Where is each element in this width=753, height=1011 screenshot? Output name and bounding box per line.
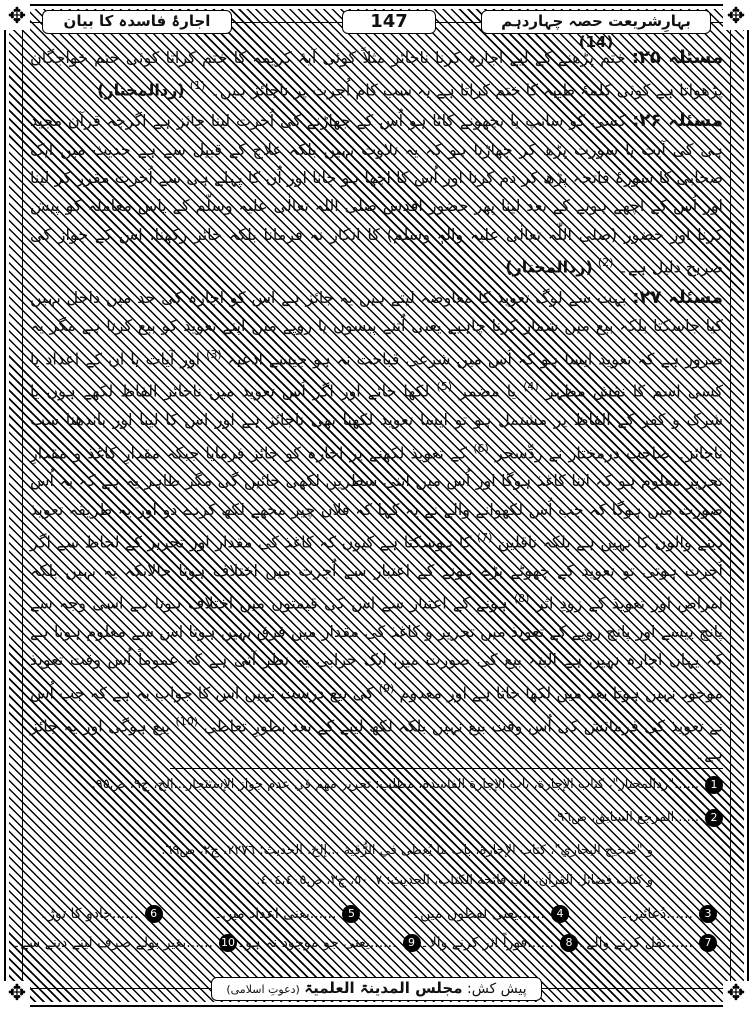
book-title: بہارِشریعت حصہ چہاردہم (14): [481, 10, 711, 34]
footnote-text: و "صحيح البخاري"، كتاب الإجارة، باب ما يُعطى في الرُّقية ...إلخ، الحديث: ٢٢٧٦، ج٢، ص٦٩.: [161, 843, 653, 858]
footnote-text: ......"ردالمحتار"، كتاب الإجارة، باب الإجارة الفاسدة، مطلب: تحرير مهم في عدم جواز الإستئجار...إلخ، ج٩، ص٩٥.: [91, 777, 699, 792]
footnote-ref: (6): [473, 441, 489, 455]
footnote-2: [30, 807, 723, 829]
glossary-row: [12, 932, 717, 954]
page-header: [24, 6, 729, 51]
glossary-text: ......یعنی جو موجود نہ ہو۔: [237, 935, 397, 951]
masla-text: لکھا جائے اور اگر اُس تعویذ میں ناجائز الفاظ لکھے ہوں یا شرک و کفر کے الفاظ پر مشتمل ہو تو ایسا تعویذ لکھنا بھی ناجائز ہے اور اس کا لینا اور باندھنا سب ناجائز۔ صاحب درمختار نے ردِّسحر: [30, 381, 724, 462]
masla-text: ختم پڑھنے کے لیے اجارہ کرنا ناجائز مثلاً کوئی آیۂ کریمہ کا ختم کراتا کوئی ختم خواجگان پڑھواتا ہے کوئی کلمۂ طیبہ کا ختم کراتا ہے یہ سب کام اُجرت پر ناجائز ہیں۔: [30, 48, 723, 100]
masla-text: کا ہوسکتا ہے کیوں کہ کاغذ کی مقدار اور تحریر کے لحاظ سے اگر اُجرت ہوتی تو تعویذ کے چھوٹے بڑے ہونے کے اعتبار سے اُجرت میں اختلاف ہوتا حالانکہ یہ نہیں بلکہ امراض اور تعویذ کے زودِ اثر: [30, 532, 724, 613]
footnote-number: 2: [705, 809, 723, 827]
glossary-text: ......بغیر بولے صرف لینے دینے سے۔: [12, 935, 213, 951]
footnote-ref: (3): [206, 347, 222, 361]
glossary-text: ......یعنی اعداد میں۔: [214, 906, 337, 922]
footnote-ref: (4): [523, 380, 539, 394]
glossary-item: [40, 903, 163, 925]
page-number: 147: [342, 10, 436, 34]
chapter-title: اجارۂ فاسدہ کا بیان: [42, 10, 232, 34]
masla-text: یا مضمر: [459, 381, 517, 401]
masla-text: کسی کو سانپ یا بچھونے کاٹا ہو اُس کے جھاڑنے کی اُجرت لینا جائز ہے اگرچہ قرآن مجید ہی کی آیت یا سورت پڑھ کر جھاڑنا ہو کہ یہ تلاوت نہیں بلکہ علاج کے قبیل سے ہے حدیث میں ایک صحابی کا سورۂ فاتحہ پڑھ کر دم کرنا اور اُس کا اچھا ہو جانا اور اُن کا پہلے ہی سے اُجرت مقرر کر لینا اور اُس کے اچھے ہونے کے بعد لینا پھر حضور اقدس صلی اللہ تعالٰی علیہ وسلّم کے پاس معاملہ کو پیش کرنا اور حضور (صلی اللّٰہ تعالٰی علیہ والہٖ وسلم) کا انکار نہ فرمانا بلکہ جائز رکھنا، اس کے جواز کی صریح دلیل ہے۔: [30, 111, 724, 277]
glossary-number: 3: [699, 905, 717, 923]
footnote-ref: (2): [597, 256, 614, 270]
corner-ornament-icon: ✥: [723, 981, 749, 1007]
source-ref: (ردالمحتار): [505, 257, 593, 277]
glossary-number: 8: [560, 934, 578, 952]
glossary-number: 5: [342, 905, 360, 923]
publisher-box: [211, 977, 541, 1001]
masla-text: کے تعویذ لکھنے پر اجارہ کو جائز فرمایا جبکہ مقدارِ کاغذ و مقدارِ تحریر معلوم ہو کہ اتنا کاغذ ہوگا اور اُس میں اتنی سطریں لکھی جائیں گی مگر ظاہر یہ ہے کہ یہ اُس صورت میں ہوگا کہ جب اُس لکھوانے والے نے یہ کہا کہ فلاں چیز مجھے لکھ کردے دو اور یہ طریقہ تعویذ دینے والوں کا نہیں ہے بلکہ ناقلین: [30, 442, 723, 552]
glossary-number: 10: [219, 934, 237, 952]
page-footer: [0, 975, 753, 1005]
glossary-text: ......دُعائیں۔: [620, 906, 693, 922]
glossary-item: [412, 903, 569, 925]
glossary-text: ......جادو کا توڑ۔: [40, 906, 139, 922]
masla-label: مسئلہ ۲۶:: [632, 110, 723, 132]
glossary-text: ......یعنی لفظوں میں۔: [411, 906, 545, 922]
masla-26: [30, 107, 723, 282]
masla-text: کی بیع درست نہیں اس کا جواب یہ ہے کہ جب اُس نے تعویذ کی فرمائش کی اُس وقت بیع نہیں بلکہ لکھ لینے کے بعد بطورِ تعاطی: [30, 683, 723, 735]
glossary-item: [578, 932, 717, 954]
footnote-text: و كتاب فضائل القرآن، باب فاتحة الكتاب، الحديث: ٥٠٠٧، ج٣، ص٤٠٤،٤٠٥.: [256, 873, 653, 888]
masla-label: مسئلہ ۲۵:: [631, 47, 723, 68]
footnote-text: ......المرجع السابق، ص٩٦.: [553, 810, 699, 825]
glossary-row: [40, 903, 717, 925]
footnote-ref: (9): [378, 681, 395, 695]
masla-label: مسئلہ ۲۷:: [632, 286, 723, 308]
masla-text: اور آیات یا ان کے اعداد یا کسی اسم کا نقش مظہر: [30, 349, 724, 401]
footnote-ref: (5): [436, 380, 453, 394]
footnote-divider: [170, 768, 723, 769]
footnote-2-cont: [30, 870, 723, 892]
glossary-text: ......نقل کرنے والے۔: [578, 935, 693, 951]
glossary-item: [237, 932, 421, 954]
glossary-number: 4: [551, 905, 569, 923]
footnote-ref: (10): [175, 714, 199, 728]
masla-27: [30, 284, 723, 769]
footnote-number: 1: [705, 776, 723, 794]
corner-ornament-icon: ✥: [723, 4, 749, 30]
masla-25: [30, 44, 723, 105]
masla-text: بیع ہوگی اور یہ جائز ہے۔: [30, 715, 723, 764]
footnote-1: [30, 774, 723, 796]
glossary-text: ......فوراً اثر کرنے والا۔: [420, 935, 554, 951]
glossary-item: [214, 903, 360, 925]
footnote-ref: (1): [189, 79, 206, 93]
corner-ornament-icon: ✥: [4, 4, 30, 30]
glossary-number: 7: [699, 934, 717, 952]
masla-text: بہت سے لوگ تعویذ کا معاوضہ لیتے ہیں یہ جائز ہے اس کو اجارہ کی حد میں داخل نہیں کیا جاسکتا بلکہ بیع میں شمار کرنا چاہیے یعنی اُتنے پیسوں یا روپے میں اپنے تعویذ کو بیع کرتا ہے مگر یہ ضرور ہے کہ تعویذ ایسا ہو کہ اُس میں شرعی قباحت نہ ہو جیسے ادعیہ: [30, 287, 724, 369]
publisher-subtitle: (دعوتِ اسلامی): [226, 983, 300, 996]
corner-ornament-icon: ✥: [4, 981, 30, 1007]
main-text: [30, 44, 724, 764]
masla-text: ہونے کے اعتبار سے اس کی قیمتوں میں اختلاف ہوتا ہے اسی وجہ سے پانچ پیسے اور پانچ روپے کے تعویذ میں تحریر و کاغذ کی مقدار میں فرق نہیں ہوتا اس سے معلوم ہوتا ہے کہ یہاں اجارہ نہیں ہے البتہ بیع کی صورت میں ایک خرابی یہ نظر آتی ہے کہ عموماً اُس وقت تعویذ موجود نہیں ہوتا بعد میں لکھا جاتا ہے اور معدوم: [30, 593, 724, 703]
footnote-ref: (7): [476, 531, 493, 545]
glossary-item: [421, 932, 578, 954]
glossary-item: [620, 903, 717, 925]
source-ref: (ردالمحتار): [97, 80, 185, 100]
presented-by-label: پیش کش:: [466, 981, 527, 997]
glossary-item: [12, 932, 237, 954]
footnote-ref: (8): [513, 592, 530, 606]
glossary-number: 9: [403, 934, 421, 952]
footnote-2-cont: [30, 840, 723, 862]
publisher-name: مجلس المدینۃ العلمیۃ: [304, 979, 463, 997]
glossary-number: 6: [145, 905, 163, 923]
